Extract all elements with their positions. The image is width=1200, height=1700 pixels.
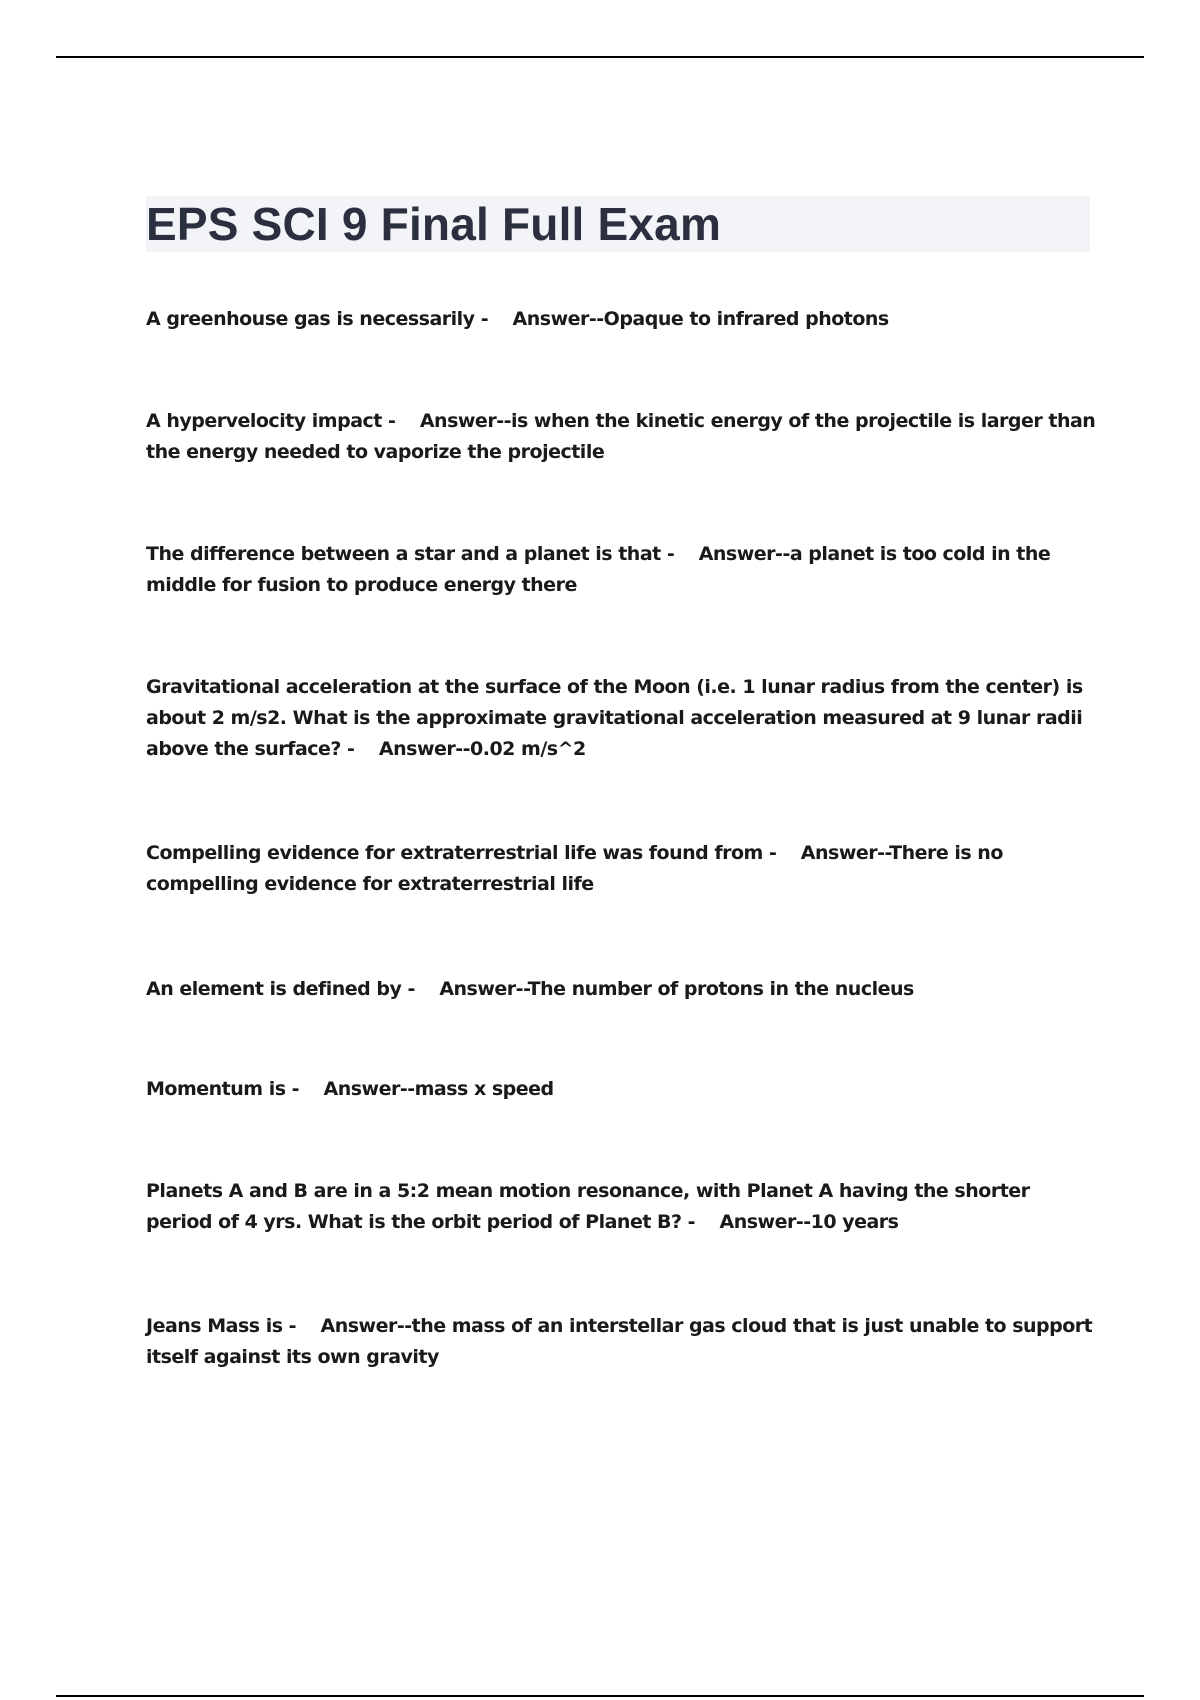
qa-separator: - — [681, 1211, 720, 1233]
bottom-rule — [56, 1695, 1144, 1697]
question-text: Jeans Mass is — [146, 1315, 283, 1337]
qa-separator: - — [762, 842, 801, 864]
qa-separator: - — [381, 410, 420, 432]
question-text: Compelling evidence for extraterrestrial life was found from — [146, 842, 763, 864]
qa-item — [146, 1311, 1096, 1373]
qa-separator: - — [474, 308, 513, 330]
qa-item — [146, 672, 1096, 765]
qa-separator: - — [660, 543, 699, 565]
qa-item — [146, 1074, 1096, 1105]
answer-text: Answer--is when the kinetic energy of the projectile is larger than the energy needed to vaporize the projectile — [146, 410, 1096, 463]
qa-item — [146, 838, 1096, 900]
answer-text: Answer--10 years — [719, 1211, 899, 1233]
question-text: Planets A and B are in a 5:2 mean motion resonance, with Planet A having the shorter period of 4 yrs. What is the orbit period of Planet B? — [146, 1180, 1030, 1233]
answer-text: Answer--There is no compelling evidence for extraterrestrial life — [146, 842, 1003, 895]
question-text: A greenhouse gas is necessarily — [146, 308, 475, 330]
qa-separator: - — [401, 978, 440, 1000]
qa-item — [146, 406, 1096, 468]
qa-item — [146, 974, 1096, 1005]
qa-item — [146, 539, 1096, 601]
question-text: Momentum is — [146, 1078, 286, 1100]
question-text: Gravitational acceleration at the surface of the Moon (i.e. 1 lunar radius from the center) is about 2 m/s2. What is the approximate gravitational acceleration measured at 9 lunar radii above the surface? — [146, 676, 1083, 760]
answer-text: Answer--Opaque to infrared photons — [512, 308, 889, 330]
qa-item — [146, 304, 1096, 335]
answer-text: Answer--The number of protons in the nucleus — [439, 978, 914, 1000]
question-text: An element is defined by — [146, 978, 402, 1000]
question-text: The difference between a star and a planet is that — [146, 543, 661, 565]
answer-text: Answer--a planet is too cold in the middle for fusion to produce energy there — [146, 543, 1051, 596]
answer-text: Answer--mass x speed — [323, 1078, 554, 1100]
answer-text: Answer--0.02 m/s^2 — [378, 738, 586, 760]
qa-item — [146, 1176, 1096, 1238]
qa-separator: - — [282, 1315, 321, 1337]
qa-separator: - — [285, 1078, 324, 1100]
page-title: EPS SCI 9 Final Full Exam — [146, 198, 722, 250]
answer-text: Answer--the mass of an interstellar gas cloud that is just unable to support itself against its own gravity — [146, 1315, 1093, 1368]
question-text: A hypervelocity impact — [146, 410, 382, 432]
top-rule — [56, 56, 1144, 58]
qa-separator: - — [340, 738, 379, 760]
